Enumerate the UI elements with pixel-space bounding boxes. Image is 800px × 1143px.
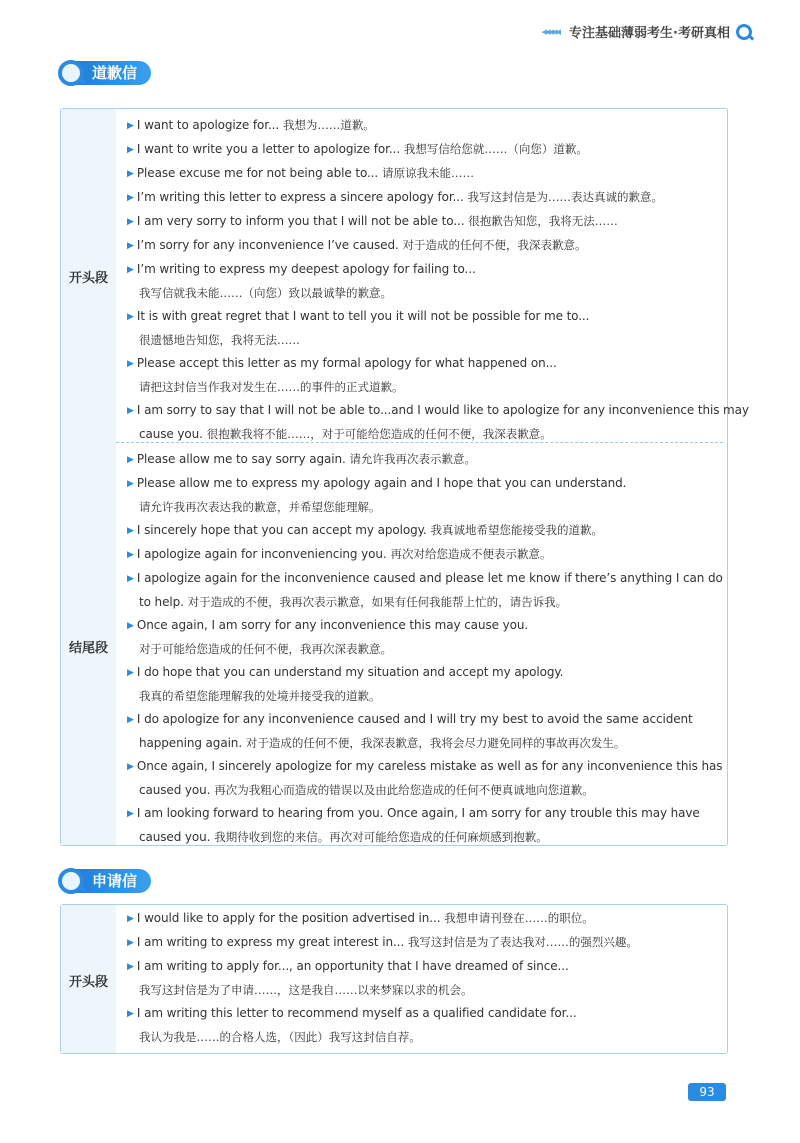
page-header	[541, 22, 752, 41]
triangle-bullet-icon: ▶	[127, 479, 134, 489]
list-item	[127, 138, 721, 162]
english-phrase: It is with great regret that I want to tell you it will not be possible for me to...	[136, 309, 590, 323]
triangle-bullet-icon: ▶	[127, 962, 134, 972]
chinese-translation: 我写这封信是为……表达真诚的歉意。	[467, 190, 664, 204]
list-item-continuation	[127, 1026, 721, 1049]
list-item-continuation	[127, 638, 721, 661]
triangle-bullet-icon: ▶	[127, 574, 134, 584]
group-label: 结尾段	[68, 641, 108, 656]
list-item-continuation	[127, 496, 721, 519]
chinese-translation: 很抱歉告知您，我将无法……	[468, 214, 618, 228]
chinese-translation: 请把这封信当作我对发生在……的事件的正式道歉。	[139, 380, 404, 394]
list-item	[127, 448, 721, 472]
group-content	[127, 907, 721, 1049]
list-item	[127, 907, 721, 931]
list-item	[127, 210, 721, 234]
list-item	[127, 661, 721, 685]
arrows-icon: ◂◂◂◂◂	[541, 25, 560, 38]
triangle-bullet-icon: ▶	[127, 914, 134, 924]
triangle-bullet-icon: ▶	[127, 809, 134, 819]
chinese-translation: 我写信就我未能……（向您）致以最诚挚的歉意。	[139, 286, 392, 300]
chinese-translation: 我想申请刊登在……的职位。	[444, 911, 594, 925]
chinese-translation: 很抱歉我将不能……，对于可能给您造成的任何不便，我深表歉意。	[206, 427, 552, 441]
list-item-continuation	[127, 591, 721, 614]
page-number: 93	[688, 1083, 726, 1101]
list-item	[127, 258, 721, 282]
english-phrase: I am very sorry to inform you that I will not be able to...	[136, 214, 465, 228]
chinese-translation: 请原谅我未能……	[381, 166, 474, 180]
group-label: 开头段	[68, 271, 108, 286]
list-item-continuation	[127, 329, 721, 352]
list-item	[127, 519, 721, 543]
list-item-continuation	[127, 732, 721, 755]
triangle-bullet-icon: ▶	[127, 359, 134, 369]
label-column	[61, 109, 116, 845]
triangle-bullet-icon: ▶	[127, 241, 134, 251]
list-item	[127, 399, 749, 423]
list-item	[127, 567, 721, 591]
english-phrase: Please accept this letter as my formal apology for what happened on...	[136, 356, 557, 370]
chinese-translation: 对于可能给您造成的任何不便，我再次深表歉意。	[139, 642, 392, 656]
triangle-bullet-icon: ▶	[127, 217, 134, 227]
english-phrase: I want to write you a letter to apologize for...	[136, 142, 401, 156]
chinese-translation: 对于造成的不便，我再次表示歉意，如果有任何我能帮上忙的，请告诉我。	[187, 595, 568, 609]
chinese-translation: 我想为……道歉。	[282, 118, 375, 132]
english-phrase: to help.	[139, 595, 184, 609]
english-phrase: Once again, I am sorry for any inconvenience this may cause you.	[136, 618, 529, 632]
english-phrase: I’m sorry for any inconvenience I’ve caused.	[136, 238, 399, 252]
english-phrase: I am sorry to say that I will not be able to...and I would like to apologize for any inconvenience this may	[136, 403, 749, 417]
search-logo-icon	[58, 60, 84, 86]
english-phrase: I’m writing this letter to express a sincere apology for...	[136, 190, 464, 204]
english-phrase: caused you.	[139, 830, 211, 844]
english-phrase: I do hope that you can understand my situation and accept my apology.	[136, 665, 564, 679]
chinese-translation: 再次为我粗心而造成的错误以及由此给您造成的任何不便真诚地向您道歉。	[214, 783, 594, 797]
chinese-translation: 我想写信给您就……（向您）道歉。	[403, 142, 588, 156]
chinese-translation: 对于造成的任何不便，我深表歉意。	[402, 238, 587, 252]
triangle-bullet-icon: ▶	[127, 455, 134, 465]
chinese-translation: 我真的希望您能理解我的处境并接受我的道歉。	[139, 689, 381, 703]
english-phrase: I do apologize for any inconvenience caused and I will try my best to avoid the same accident	[136, 712, 693, 726]
english-phrase: I want to apologize for...	[136, 118, 280, 132]
triangle-bullet-icon: ▶	[127, 121, 134, 131]
group-content	[127, 448, 721, 849]
list-item	[127, 162, 721, 186]
chinese-translation: 我真诚地希望您能接受我的道歉。	[430, 523, 603, 537]
list-item-continuation	[127, 423, 721, 446]
chinese-translation: 我写这封信是为了申请……，这是我自……以来梦寐以求的机会。	[139, 983, 473, 997]
triangle-bullet-icon: ▶	[127, 938, 134, 948]
triangle-bullet-icon: ▶	[127, 762, 134, 772]
list-item	[127, 1002, 721, 1026]
list-item	[127, 234, 721, 258]
list-item-continuation	[127, 826, 721, 849]
list-item	[127, 802, 721, 826]
list-item	[127, 472, 721, 496]
list-item	[127, 931, 721, 955]
list-item-continuation	[127, 376, 721, 399]
triangle-bullet-icon: ▶	[127, 169, 134, 179]
triangle-bullet-icon: ▶	[127, 668, 134, 678]
triangle-bullet-icon: ▶	[127, 193, 134, 203]
triangle-bullet-icon: ▶	[127, 715, 134, 725]
chinese-translation: 请允许我再次表示歉意。	[349, 452, 477, 466]
english-phrase: I am writing to express my great interest in...	[136, 935, 405, 949]
list-item	[127, 305, 721, 329]
list-item	[127, 114, 721, 138]
search-logo-icon	[736, 24, 752, 40]
english-phrase: I am writing this letter to recommend myself as a qualified candidate for...	[136, 1006, 577, 1020]
english-phrase: Please allow me to express my apology again and I hope that you can understand.	[136, 476, 627, 490]
list-item	[127, 755, 721, 779]
english-phrase: Please excuse me for not being able to...	[136, 166, 379, 180]
english-phrase: cause you.	[139, 427, 203, 441]
section-badge-apology	[58, 60, 151, 86]
english-phrase: caused you.	[139, 783, 211, 797]
chinese-translation: 我写这封信是为了表达我对……的强烈兴趣。	[407, 935, 638, 949]
english-phrase: happening again.	[139, 736, 243, 750]
english-phrase: I would like to apply for the position advertised in...	[136, 911, 441, 925]
triangle-bullet-icon: ▶	[127, 621, 134, 631]
list-item	[127, 708, 721, 732]
english-phrase: I apologize again for inconveniencing you.	[136, 547, 387, 561]
chinese-translation: 再次对给您造成不便表示歉意。	[390, 547, 552, 561]
english-phrase: Please allow me to say sorry again.	[136, 452, 346, 466]
group-content	[127, 114, 749, 446]
list-item	[127, 543, 721, 567]
list-item	[127, 352, 721, 376]
section-box-apology	[60, 108, 749, 846]
list-item	[127, 955, 721, 979]
chinese-translation: 我认为我是……的合格人选，（因此）我写这封信自荐。	[139, 1030, 421, 1044]
section-box-application	[60, 904, 728, 1054]
triangle-bullet-icon: ▶	[127, 526, 134, 536]
section-badge-application	[58, 868, 151, 894]
section-title: 道歉信	[74, 61, 151, 85]
list-item-continuation	[127, 685, 721, 708]
chinese-translation: 请允许我再次表达我的歉意，并希望您能理解。	[139, 500, 381, 514]
english-phrase: I sincerely hope that you can accept my apology.	[136, 523, 427, 537]
section-title: 申请信	[74, 869, 151, 893]
triangle-bullet-icon: ▶	[127, 265, 134, 275]
list-item	[127, 186, 721, 210]
chinese-translation: 对于造成的任何不便，我深表歉意，我将会尽力避免同样的事故再次发生。	[245, 736, 626, 750]
triangle-bullet-icon: ▶	[127, 550, 134, 560]
list-item-continuation	[127, 779, 721, 802]
english-phrase: I am writing to apply for..., an opportunity that I have dreamed of since...	[136, 959, 569, 973]
triangle-bullet-icon: ▶	[127, 312, 134, 322]
triangle-bullet-icon: ▶	[127, 406, 134, 416]
list-item-continuation	[127, 282, 721, 305]
group-label: 开头段	[68, 975, 108, 990]
header-title: 专注基础薄弱考生·考研真相	[569, 26, 730, 41]
triangle-bullet-icon: ▶	[127, 145, 134, 155]
english-phrase: I apologize again for the inconvenience caused and please let me know if there’s anything I can do	[136, 571, 723, 585]
list-item-continuation	[127, 979, 721, 1002]
list-item	[127, 614, 721, 638]
english-phrase: I’m writing to express my deepest apology for failing to...	[136, 262, 476, 276]
english-phrase: Once again, I sincerely apologize for my careless mistake as well as for any inconvenience this has	[136, 759, 723, 773]
chinese-translation: 很遗憾地告知您，我将无法……	[139, 333, 300, 347]
search-logo-icon	[58, 868, 84, 894]
chinese-translation: 我期待收到您的来信。再次对可能给您造成的任何麻烦感到抱歉。	[214, 830, 548, 844]
english-phrase: I am looking forward to hearing from you. Once again, I am sorry for any trouble this may have	[136, 806, 700, 820]
triangle-bullet-icon: ▶	[127, 1009, 134, 1019]
